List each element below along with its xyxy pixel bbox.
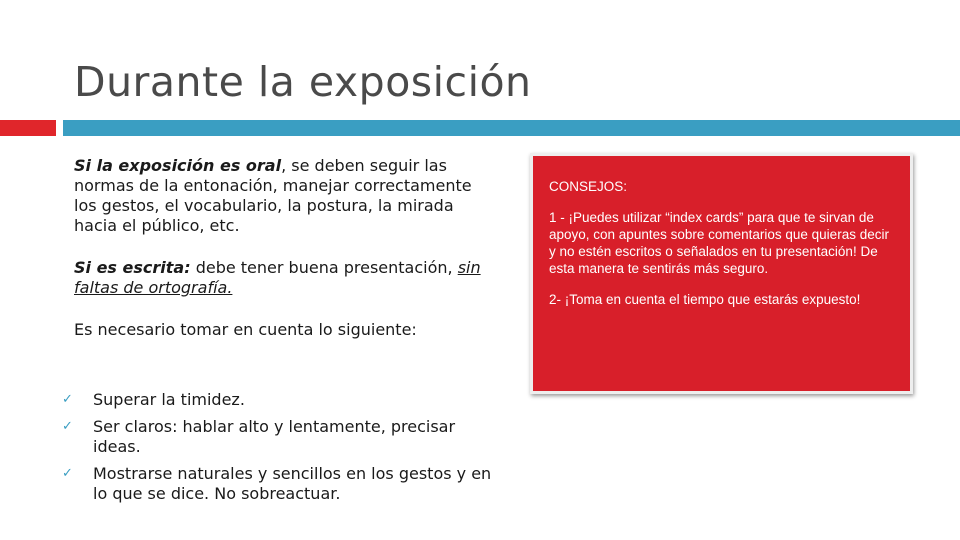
- list-item-text: Mostrarse naturales y sencillos en los gestos y en lo que se dice. No sobreactuar.: [93, 464, 492, 503]
- necessary-paragraph: Es necesario tomar en cuenta lo siguiente:: [74, 320, 417, 339]
- written-paragraph: [74, 258, 494, 298]
- tips-heading: CONSEJOS:: [549, 179, 628, 194]
- oral-rest: , se deben seguir las normas de la entonación, manejar correctamente los gestos, el vocabulario, la postura, la mirada hacia el público, etc.: [74, 156, 472, 235]
- checkmark-icon: ✓: [62, 392, 73, 407]
- list-item: [62, 464, 492, 504]
- oral-paragraph: [74, 156, 494, 236]
- checklist: [62, 390, 492, 511]
- title-divider-red: [0, 120, 56, 136]
- tips-box: [530, 153, 913, 394]
- oral-intro: Si la exposición es oral: [74, 156, 282, 175]
- slide-title: Durante la exposición: [74, 58, 532, 106]
- main-text: [74, 156, 494, 362]
- list-item-text: Superar la timidez.: [93, 390, 245, 409]
- checkmark-icon: ✓: [62, 466, 73, 481]
- written-intro: Si es escrita:: [74, 258, 191, 277]
- checkmark-icon: ✓: [62, 419, 73, 434]
- tip-one: 1 - ¡Puedes utilizar “index cards” para que te sirvan de apoyo, con apuntes sobre comentarios que quieras decir y no estén escritos o señalados en tu presentación! De esta manera te sentirás más seguro.: [549, 210, 889, 276]
- title-divider-blue: [63, 120, 960, 136]
- list-item-text: Ser claros: hablar alto y lentamente, precisar ideas.: [93, 417, 456, 456]
- written-underlined: sin faltas de ortografía.: [74, 258, 481, 297]
- list-item: [62, 417, 492, 457]
- tip-two: 2- ¡Toma en cuenta el tiempo que estarás expuesto!: [549, 292, 861, 307]
- list-item: [62, 390, 492, 410]
- written-rest: debe tener buena presentación,: [190, 258, 458, 277]
